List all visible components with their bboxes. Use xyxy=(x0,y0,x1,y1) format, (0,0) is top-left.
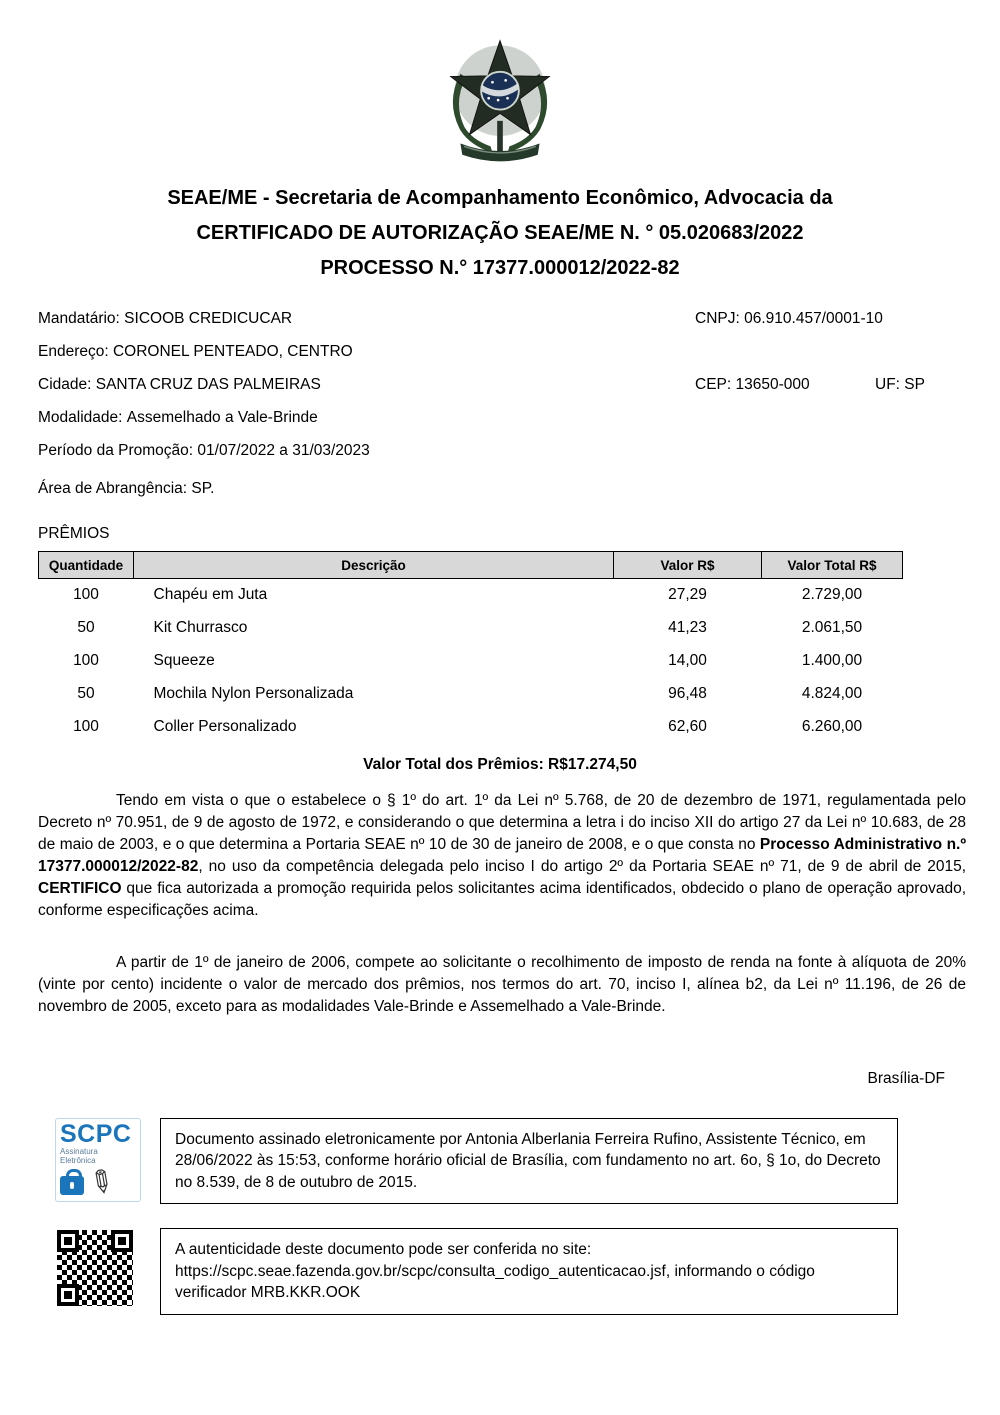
document-title-line2: CERTIFICADO DE AUTORIZAÇÃO SEAE/ME N. ° 05.020683/2022 xyxy=(196,222,804,244)
table-cell: 6.260,00 xyxy=(801,718,863,735)
brazil-coat-of-arms-icon xyxy=(441,36,559,168)
scpc-subtitle-1: Assinatura xyxy=(60,1146,98,1156)
signature-statement-text: Documento assinado eletronicamente por Antonia Alberlania Ferreira Rufino, Assistente Técnico, em 28/06/2022 às 15:53, conforme horário oficial de Brasília, com fundamento no art. 6o, § 1o, do Decreto no 8.539, de 8 de outubro de 2015. xyxy=(175,1130,881,1191)
table-cell: Mochila Nylon Personalizada xyxy=(153,685,354,702)
premios-table-header xyxy=(39,552,903,579)
authenticity-line2: https://scpc.seae.fazenda.gov.br/scpc/consulta_codigo_autenticacao.jsf, informando o código verificador MRB.KKR.OOK xyxy=(175,1262,815,1301)
premios-total-line: Valor Total dos Prêmios: R$17.274,50 xyxy=(363,755,637,773)
pencil-icon: ✎ xyxy=(81,1161,121,1203)
table-cell: 50 xyxy=(77,685,95,702)
premios-table xyxy=(38,551,903,744)
table-row xyxy=(39,612,903,645)
mandatario-value: SICOOB CREDICUCAR xyxy=(124,310,293,327)
endereco-value: CORONEL PENTEADO, CENTRO xyxy=(112,343,353,360)
table-row xyxy=(39,645,903,678)
table-row xyxy=(39,711,903,744)
authenticity-line1: A autenticidade deste documento pode ser conferida no site: xyxy=(175,1241,592,1258)
p1-part1: Tendo em vista o que o estabelece o § 1º do art. 1º da Lei nº 5.768, de 20 de dezembro de 1971, regulamentada pelo Decreto nº 70.951, de 9 de agosto de 1972, e considerando o que determina a letra i do inciso XII do artigo 27 da Lei nº 10.683, de 28 de maio de 2003, e o que determina a Portaria SEAE nº 10 de 30 de janeiro de 2008, e o que consta no xyxy=(38,791,966,853)
field-row-area xyxy=(38,472,962,505)
table-cell: 2.061,50 xyxy=(801,619,863,636)
cep-label: CEP: xyxy=(695,376,732,393)
field-row-periodo xyxy=(38,434,962,467)
area-label: Área de Abrangência: xyxy=(38,480,188,497)
table-cell: Coller Personalizado xyxy=(153,718,297,735)
table-cell: 41,23 xyxy=(668,619,707,636)
field-row-cidade xyxy=(38,368,962,401)
table-cell: 14,00 xyxy=(668,652,707,669)
premios-table-body xyxy=(39,579,903,744)
periodo-label: Período da Promoção: xyxy=(38,442,194,459)
field-row-endereco xyxy=(38,335,962,368)
table-cell: 62,60 xyxy=(668,718,707,735)
p1-part2: , no uso da competência delegada pelo inciso I do artigo 2º da Portaria SEAE nº 71, de 9 de abril de 2015, xyxy=(198,857,966,875)
table-cell: Chapéu em Juta xyxy=(153,586,268,604)
scpc-logo xyxy=(55,1118,141,1202)
header-descricao: Descrição xyxy=(134,552,614,579)
authenticity-row xyxy=(55,1228,1000,1315)
table-cell: Kit Churrasco xyxy=(153,619,248,636)
legal-paragraph-2: A partir de 1º de janeiro de 2006, compete ao solicitante o recolhimento de imposto de renda na fonte à alíquota de 20% (vinte por cento) incidente o valor de mercado dos prêmios, nos termos do art. 70, inciso I, alínea b2, da Lei nº 11.196, de 26 de novembro de 2005, exceto para as modalidades Vale-Brinde e Assemelhado a Vale-Brinde. xyxy=(38,953,966,1015)
header-emblem-area xyxy=(0,0,1000,173)
area-value: SP. xyxy=(191,480,215,497)
p1-processo-bold: Processo Administrativo n.º 17377.000012/2022-82 xyxy=(38,835,966,875)
table-cell: 4.824,00 xyxy=(801,685,863,702)
header-valor-total: Valor Total R$ xyxy=(762,552,903,579)
legal-paragraph-1 xyxy=(38,790,966,922)
p1-certifico-bold: CERTIFICO xyxy=(38,879,122,897)
table-cell: Squeeze xyxy=(153,652,215,669)
table-row xyxy=(39,579,903,612)
modalidade-value: Assemelhado a Vale-Brinde xyxy=(126,409,318,426)
cnpj-label: CNPJ: xyxy=(695,310,740,327)
header-valor: Valor R$ xyxy=(614,552,762,579)
cidade-label: Cidade: xyxy=(38,376,92,393)
cidade-value: SANTA CRUZ DAS PALMEIRAS xyxy=(95,376,321,393)
table-cell: 100 xyxy=(73,586,99,604)
location-text: Brasília-DF xyxy=(867,1069,945,1087)
table-cell: 96,48 xyxy=(668,685,707,702)
table-cell: 1.400,00 xyxy=(801,652,863,669)
table-cell: 27,29 xyxy=(668,586,707,604)
table-cell: 100 xyxy=(73,652,99,669)
scpc-subtitle-2: Eletrônica xyxy=(60,1155,96,1165)
modalidade-label: Modalidade: xyxy=(38,409,123,426)
table-row xyxy=(39,678,903,711)
signature-statement-box xyxy=(160,1118,898,1205)
authenticity-box xyxy=(160,1228,898,1315)
cnpj-value: 06.910.457/0001-10 xyxy=(744,310,883,327)
header-quantidade: Quantidade xyxy=(39,552,134,579)
document-title-line3: PROCESSO N.° 17377.000012/2022-82 xyxy=(320,257,680,279)
document-title-line1: SEAE/ME - Secretaria de Acompanhamento Econômico, Advocacia da xyxy=(167,187,833,209)
cep-value: 13650-000 xyxy=(735,376,810,393)
periodo-value: 01/07/2022 a 31/03/2023 xyxy=(197,442,370,459)
qr-code xyxy=(55,1228,135,1308)
uf-value: SP xyxy=(904,376,925,393)
table-cell: 50 xyxy=(77,619,95,636)
uf-label: UF: xyxy=(875,376,900,393)
fields-section xyxy=(38,302,962,505)
table-cell: 2.729,00 xyxy=(801,586,863,604)
field-row-modalidade xyxy=(38,401,962,434)
table-cell: 100 xyxy=(73,718,99,735)
scpc-logo-text: SCPC xyxy=(60,1119,132,1148)
p1-part3: que fica autorizada a promoção requirida pelos solicitantes acima identificados, obdecido o plano de operação aprovado, conforme especificações acima. xyxy=(38,879,966,919)
mandatario-label: Mandatário: xyxy=(38,310,120,327)
endereco-label: Endereço: xyxy=(38,343,109,360)
signature-row xyxy=(55,1118,1000,1205)
premios-section-title: PRÊMIOS xyxy=(38,525,110,542)
lock-icon xyxy=(60,1176,84,1195)
field-row-mandatario xyxy=(38,302,962,335)
